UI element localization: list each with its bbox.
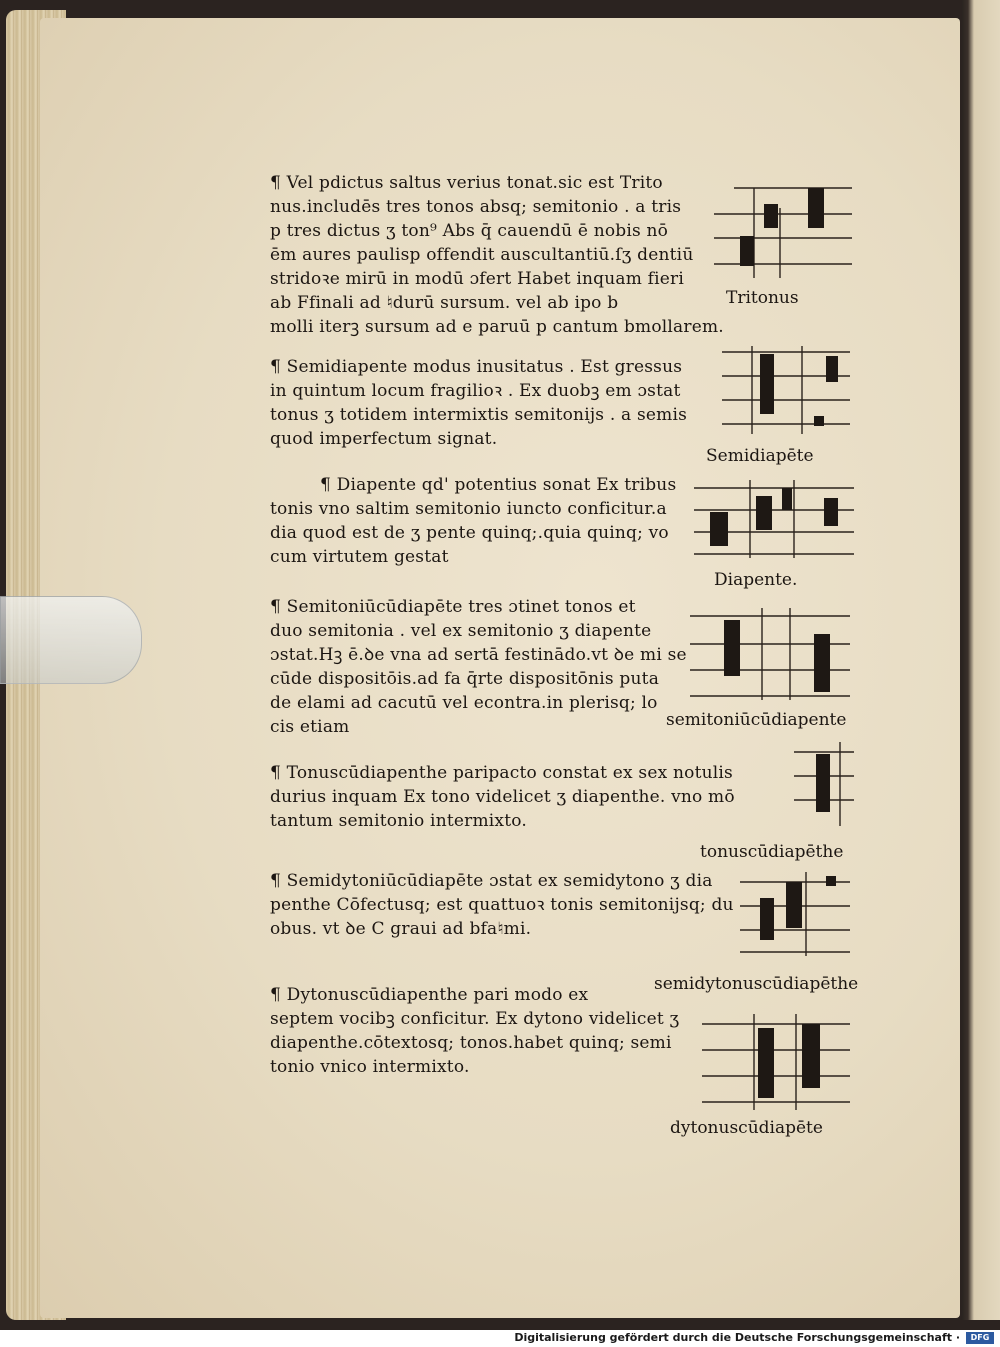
text-line: ¶ Tonuscūdiapenthe paripacto constat ex sex notulis xyxy=(270,763,733,783)
page-holder-clip xyxy=(0,596,142,684)
text-line: obus. vt ꝺe C graui ad bfa♮mi. xyxy=(270,919,532,939)
facing-page-edge xyxy=(962,0,1000,1320)
notation-semidytonium-cum-diapente xyxy=(736,868,852,958)
text-line: ɔstat.Hꝫ ē.ꝺe vna ad sertā festinādo.vt ꝺe mi se xyxy=(270,645,687,665)
notation-tonus-cum-diapenthe xyxy=(790,738,856,830)
text-line: diapenthe.cōtextosq; tonos.habet quinq; semi xyxy=(270,1033,672,1053)
text-line: ēm aures paulisp offendit auscultantiū.ſʒ dentiū xyxy=(270,245,694,265)
text-line: ¶ Semitoniūcūdiapēte tres ɔtinet tonos et xyxy=(270,597,636,617)
text-line: durius inquam Ex tono videlicet ʒ diapenthe. vno mō xyxy=(270,787,735,807)
footer-bar xyxy=(0,1330,1000,1347)
caption-tritonus: Tritonus xyxy=(726,288,799,308)
text-line: cūde dispositōis.ad fa q̄rte dispositōnis puta xyxy=(270,669,660,689)
text-line: tantum semitonio intermixto. xyxy=(270,811,527,831)
text-line: septem vocibꝫ conficitur. Ex dytono videlicet ʒ xyxy=(270,1009,680,1029)
text-line: de elami ad cacutū vel econtra.in plerisq; lo xyxy=(270,693,658,713)
text-line: molli iterꝫ sursum ad e paruū p cantum bmollarem. xyxy=(270,317,724,337)
text-line: tonus ʒ totidem intermixtis semitonijs . a semis xyxy=(270,405,688,425)
notation-semidiapente xyxy=(712,342,852,438)
text-line: penthe Cōfectusq; est quattuoꝛ tonis semitonijsq; du xyxy=(270,895,734,915)
text-line: ¶ Semidytoniūcūdiapēte ɔstat ex semidytono ʒ dia xyxy=(270,871,713,891)
text-line: cum virtutem gestat xyxy=(270,547,449,567)
notation-dytonus-cum-diapenthe xyxy=(698,1008,852,1112)
text-line: p tres dictus ʒ ton⁹ Abs q̄ cauendū ē nobis nō xyxy=(270,221,669,241)
caption-semidytonus-cum-diapenthe: semidytonuscūdiapēthe xyxy=(654,974,859,994)
text-line: tonis vno saltim semitonio iuncto conficitur.a xyxy=(270,499,667,519)
caption-diapente: Diapente. xyxy=(714,570,798,590)
caption-semitonium-cum-diapente: semitoniūcūdiapente xyxy=(666,710,847,730)
notation-tritonus xyxy=(704,178,854,288)
text-line: ¶ Vel pdictus saltus verius tonat.sic est Trito xyxy=(270,173,663,193)
text-line: ab Ffinali ad ♮durū sursum. vel ab ipo b xyxy=(270,293,619,313)
text-line: ¶ Semidiapente modus inusitatus . Est gressus xyxy=(270,357,683,377)
caption-dytonus-cum-diapenthe: dytonuscūdiapēte xyxy=(670,1118,823,1138)
text-line: ¶ Dytonuscūdiapenthe pari modo ex xyxy=(270,985,589,1005)
dfg-logo: DFG xyxy=(966,1332,994,1344)
caption-semidiapente: Semidiapēte xyxy=(706,446,814,466)
text-line: dia quod est de ʒ pente quinq;.quia quinq; vo xyxy=(270,523,669,543)
notation-diapente xyxy=(690,476,856,560)
text-line: quod imperfectum signat. xyxy=(270,429,498,449)
caption-tonus-cum-diapenthe: tonuscūdiapēthe xyxy=(700,842,844,862)
text-line: nus.includēs tres tonos absq; semitonio . a tris xyxy=(270,197,682,217)
text-line: tonio vnico intermixto. xyxy=(270,1057,470,1077)
text-line: in quintum locum fragilioꝛ . Ex duobꝫ em ɔstat xyxy=(270,381,681,401)
footer-credit: Digitalisierung gefördert durch die Deutsche Forschungsgemeinschaft · xyxy=(514,1331,960,1344)
text-line: stridoꝛe mirū in modū ɔfert Habet inquam fieri xyxy=(270,269,684,289)
text-line: duo semitonia . vel ex semitonio ʒ diapente xyxy=(270,621,652,641)
text-line: ¶ Diapente qd' potentius sonat Ex tribus xyxy=(320,475,677,495)
text-line: cis etiam xyxy=(270,717,350,737)
notation-semitonium-cum-diapente xyxy=(680,604,852,704)
